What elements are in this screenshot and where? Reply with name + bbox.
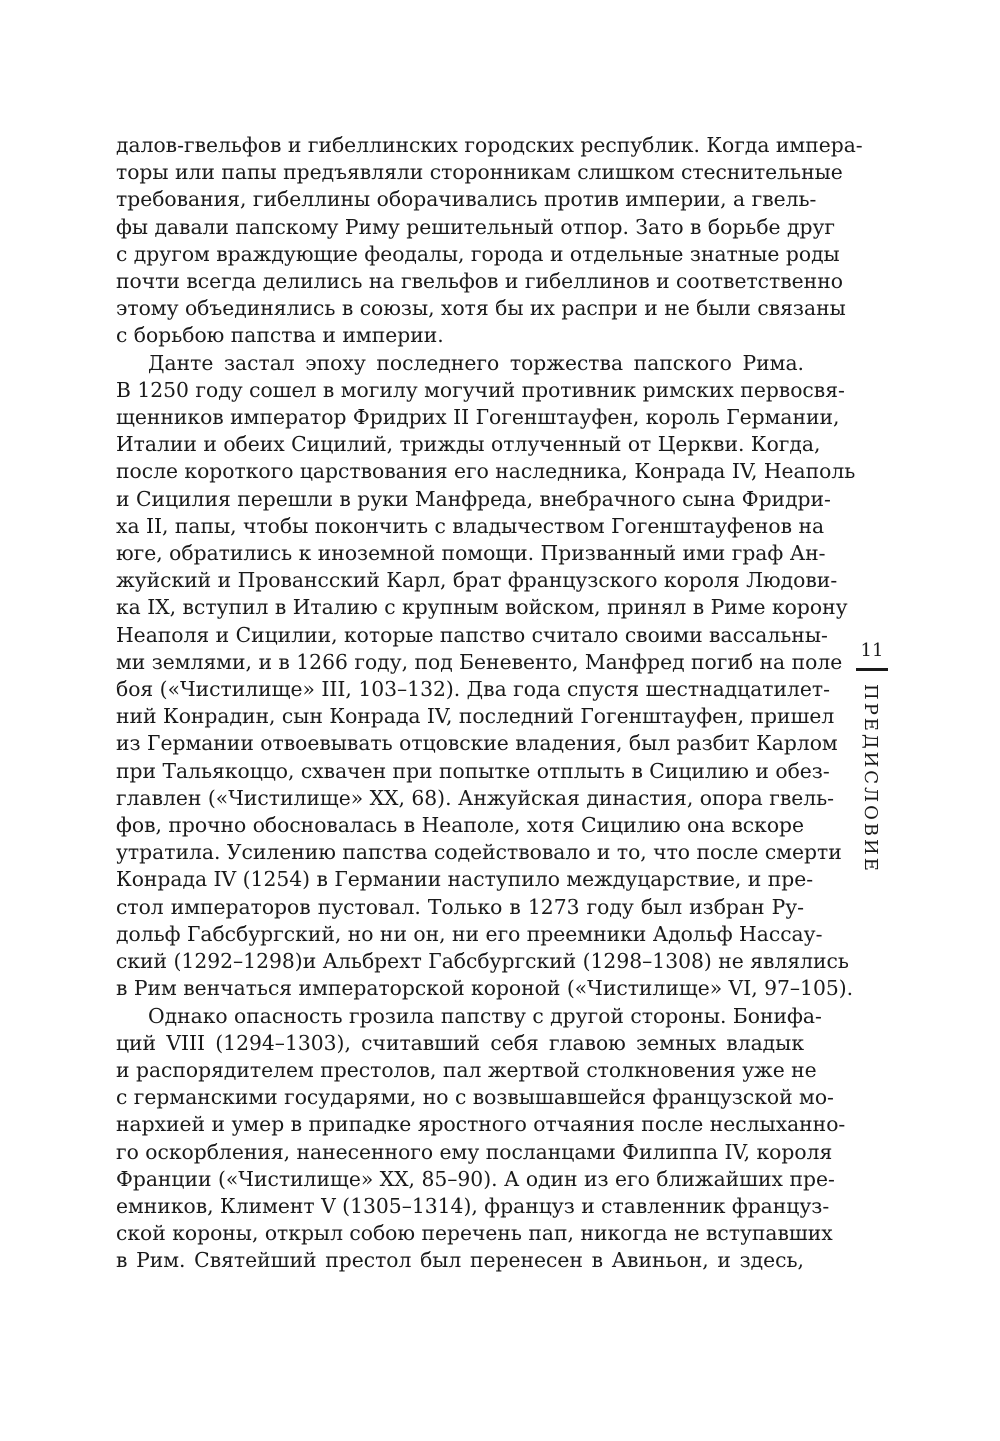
margin-divider — [856, 668, 888, 671]
text-line: из Германии отвоевывать отцовские владения, был разбит Карлом — [116, 731, 838, 756]
text-line: утратила. Усилению папства содействовало и то, что после смерти — [116, 840, 842, 865]
text-line: ской короны, открыл собою перечень пап, никогда не вступавших — [116, 1221, 833, 1246]
text-line: в Рим. Святейший престол был перенесен в Авиньон, и здесь, — [116, 1248, 804, 1273]
text-line: Неаполя и Сицилии, которые папство считало своими вассальны- — [116, 622, 828, 647]
text-line: емников, Климент V (1305–1314), француз и ставленник француз- — [116, 1193, 830, 1218]
text-line: боя («Чистилище» III, 103–132). Два года спустя шестнадцатилет- — [116, 677, 830, 702]
text-line: ций VIII (1294–1303), считавший себя главою земных владык — [116, 1030, 804, 1055]
text-line: фы давали папскому Риму решительный отпор. Зато в борьбе друг — [116, 214, 836, 239]
text-line: в Рим венчаться императорской короной («Чистилище» VI, 97–105). — [116, 976, 854, 1001]
text-line: Конрада IV (1254) в Германии наступило междуцарствие, и пре- — [116, 867, 814, 892]
text-line: ха II, папы, чтобы покончить с владычеством Гогенштауфенов на — [116, 513, 825, 538]
body-text — [116, 132, 863, 1275]
text-line: фов, прочно обосновалась в Неаполе, хотя Сицилию она вскоре — [116, 813, 805, 838]
text-line: после короткого царствования его наследника, Конрада IV, Неаполь — [116, 459, 856, 484]
running-head: ПРЕДИСЛОВИЕ — [860, 684, 881, 874]
text-line: ский (1292–1298)и Альбрехт Габсбургский (1298–1308) не являлись — [116, 949, 849, 974]
text-line: требования, гибеллины оборачивались против империи, а гвель- — [116, 187, 817, 212]
text-line: и Сицилия перешли в руки Манфреда, внебрачного сына Фридри- — [116, 486, 831, 511]
text-line: дольф Габсбургский, но ни он, ни его преемники Адольф Нассау- — [116, 921, 823, 946]
text-line: главлен («Чистилище» XX, 68). Анжуйская династия, опора гвель- — [116, 785, 835, 810]
text-line: и распорядителем престолов, пал жертвой столкновения уже не — [116, 1057, 817, 1082]
paragraph-2 — [116, 350, 856, 1003]
text-line: ми землями, и в 1266 году, под Беневенто, Манфред погиб на поле — [116, 649, 843, 674]
text-line: щенников император Фридрих II Гогенштауфен, король Германии, — [116, 405, 840, 430]
text-line: нархией и умер в припадке яростного отчаяния после неслыханно- — [116, 1112, 846, 1137]
text-line: ний Конрадин, сын Конрада IV, последний Гогенштауфен, пришел — [116, 704, 835, 729]
text-line: Италии и обеих Сицилий, трижды отлученный от Церкви. Когда, — [116, 432, 821, 457]
text-line: В 1250 году сошел в могилу могучий противник римских первосвя- — [116, 377, 845, 402]
text-line: стол императоров пустовал. Только в 1273 году был избран Ру- — [116, 894, 804, 919]
text-line: го оскорбления, нанесенного ему посланцами Филиппа IV, короля — [116, 1139, 833, 1164]
text-line: с германскими государями, но с возвышавшейся французской мо- — [116, 1085, 834, 1110]
text-line: торы или папы предъявляли сторонникам слишком стеснительные — [116, 160, 843, 185]
text-line: Однако опасность грозила папству с другой стороны. Бонифа- — [148, 1003, 822, 1028]
text-line: этому объединялись в союзы, хотя бы их распри и не были связаны — [116, 296, 846, 321]
text-line: с другом враждующие феодалы, города и отдельные знатные роды — [116, 241, 840, 266]
paragraph-3 — [116, 1003, 846, 1275]
text-line: с борьбою папства и империи. — [116, 323, 444, 348]
text-line: при Тальякоццо, схвачен при попытке отплыть в Сицилию и обез- — [116, 758, 830, 783]
text-line: жуйский и Провансский Карл, брат французского короля Людови- — [116, 568, 838, 593]
text-line: далов-гвельфов и гибеллинских городских республик. Когда импера- — [116, 133, 863, 157]
margin-column — [852, 640, 892, 874]
page-number: 11 — [860, 640, 884, 661]
text-line: Франции («Чистилище» XX, 85–90). А один из его ближайших пре- — [116, 1166, 835, 1191]
text-line: ка IX, вступил в Италию с крупным войском, принял в Риме корону — [116, 595, 848, 620]
text-line: юге, обратились к иноземной помощи. Призванный ими граф Ан- — [116, 541, 826, 566]
text-line: Данте застал эпоху последнего торжества папского Рима. — [148, 350, 804, 375]
text-line: почти всегда делились на гвельфов и гибеллинов и соответственно — [116, 269, 843, 294]
paragraph-1 — [116, 132, 863, 350]
